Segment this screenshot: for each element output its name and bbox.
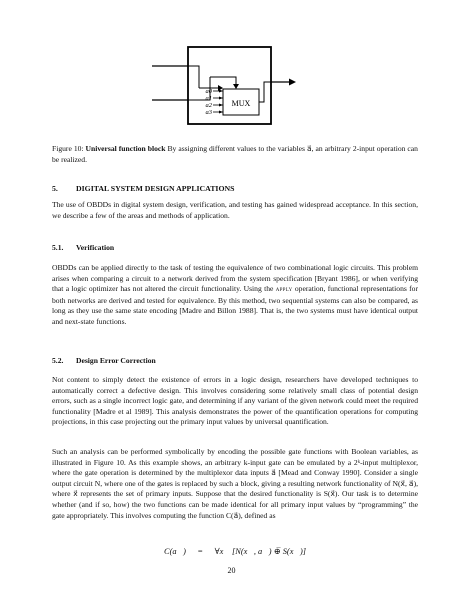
equation-lhs: C(a⃗) <box>164 547 186 556</box>
data-inputs <box>206 88 224 116</box>
mux-output-route <box>259 82 271 102</box>
mux-label: MUX <box>231 99 251 108</box>
data-input-label-a3: a3 <box>205 109 212 116</box>
data-input-label-a1: a1 <box>205 95 212 102</box>
section-title: DIGITAL SYSTEM DESIGN APPLICATIONS <box>76 184 235 193</box>
section-intro: The use of OBDDs in digital system design, verification, and testing has gained widespread acceptance. In this section, we describe a few of the areas and methods of application. <box>52 200 418 220</box>
equation-rhs: ∀x⃗ [N(x⃗, a⃗) ⊕̅ S(x⃗)] <box>214 547 306 556</box>
arrow-select-2 <box>233 84 239 89</box>
data-input-arrow <box>219 104 223 107</box>
data-input-label-a2: a2 <box>205 102 212 109</box>
equation-equals: = <box>197 547 203 556</box>
caption-number: Figure 10: <box>52 144 84 153</box>
subsection-heading-error-correction <box>52 356 156 365</box>
verification-text-2: operation, functional representations for both networks are derived and tested for equivalence. By this method, two sequential systems can also be compared, as long as they use the same state encoding [Madre and Billon 1988]. That is, the two systems must have identical output and next-state functions. <box>52 284 418 326</box>
caption-text: By assigning different values to the variables a⃗, an arbitrary 2-input operation can be realized. <box>52 144 418 164</box>
equation <box>52 546 418 556</box>
data-input-arrow <box>219 111 223 114</box>
data-input-arrow <box>219 97 223 100</box>
caption-title: Universal function block <box>85 144 166 153</box>
page-number: 20 <box>227 566 236 575</box>
section-heading <box>52 184 235 193</box>
verification-text-1: OBDDs can be applied directly to the task of testing the equivalence of two combinational logic circuits. This problem arises when comparing a circuit to a network derived from the system specification [Bryant 1986], or when verifying that a logic optimizer has not altered the circuit functionality. Using the <box>52 263 418 294</box>
figure-caption <box>52 144 418 165</box>
data-input-label-a0: a0 <box>205 88 212 95</box>
route-top <box>188 66 199 88</box>
subsection-heading-verification <box>52 243 114 252</box>
subsection-title: Verification <box>76 243 115 252</box>
error-correction-paragraph-1: Not content to simply detect the existence of errors in a logic design, researchers have developed techniques to automatically correct a defective design. This involves considering some relatively small class of potential design errors, such as a single incorrect logic gate, and determining if any variant of the given network could meet the required functionality [Madre et al 1989]. This analysis demonstrates the power of the quantification operations for computing projections, in this case projecting out the primary input values by universal quantification. <box>52 375 418 427</box>
subsection-number: 5.1. <box>52 243 64 252</box>
subsection-number: 5.2. <box>52 356 64 365</box>
section-number: 5. <box>52 184 58 193</box>
apply-operation: apply <box>275 286 293 294</box>
data-input-arrow <box>219 90 223 93</box>
verification-paragraph <box>52 263 418 328</box>
route-mid-2 <box>210 77 236 84</box>
universal-function-block-figure <box>0 0 463 140</box>
error-correction-paragraph-2: Such an analysis can be performed symbolically by encoding the possible gate functions with Boolean variables, as illustrated in Figure 10. As this example shows, an arbitrary k-input gate can be emulated by a 2ᵏ-input multiplexor, where the gate operation is determined by the multiplexor data inputs a⃗ [Mead and Conway 1990]. Consider a single output circuit N, where one of the gates is replaced by such a block, giving a resulting network functionality of N(x⃗, a⃗), where x⃗ represents the set of primary inputs. Suppose that the desired functionality is S(x⃗). Our task is to determine whether (and if so, how) the two functions can be made identical for all primary input values by “programming” the gate appropriately. This involves computing the function C(a⃗), defined as <box>52 447 418 520</box>
output-arrow <box>289 79 296 86</box>
subsection-title: Design Error Correction <box>76 356 156 365</box>
